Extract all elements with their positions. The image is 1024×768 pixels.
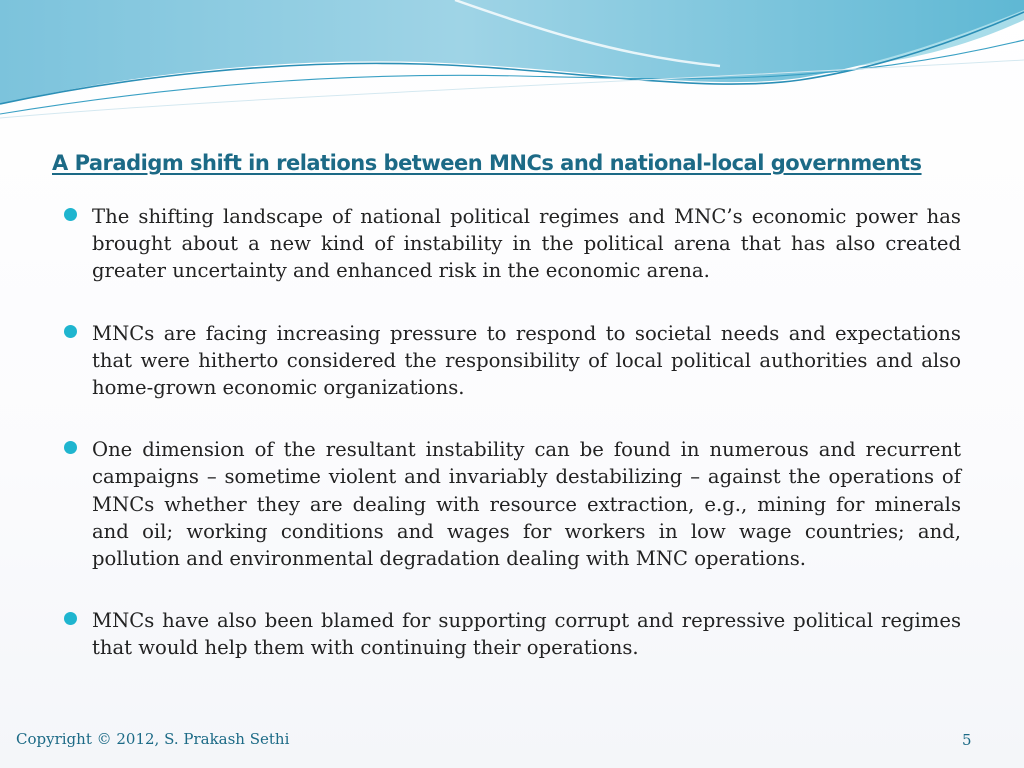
bullet-icon [64, 612, 77, 625]
header-wave-decoration [0, 0, 1024, 130]
bullet-list [64, 203, 961, 697]
bullet-item [64, 203, 961, 285]
bullet-icon [64, 208, 77, 221]
slide-title: A Paradigm shift in relations between MNCs and national-local governments [52, 151, 922, 175]
bullet-icon [64, 441, 77, 454]
bullet-item [64, 607, 961, 661]
footer-copyright: Copyright © 2012, S. Prakash Sethi [16, 730, 290, 748]
page-number: 5 [962, 731, 972, 749]
bullet-item [64, 436, 961, 572]
bullet-text: MNCs are facing increasing pressure to respond to societal needs and expectations that were hitherto considered the responsibility of local political authorities and also home-grown economic organizations. [92, 321, 961, 400]
bullet-item [64, 320, 961, 402]
bullet-text: One dimension of the resultant instability can be found in numerous and recurrent campaigns – sometime violent and invariably destabilizing – against the operations of MNCs whether they are dealing with resource extraction, e.g., mining for minerals and oil; working conditions and wages for workers in low wage countries; and, pollution and environmental degradation dealing with MNC operations. [92, 438, 961, 571]
bullet-text: The shifting landscape of national political regimes and MNC’s economic power has brought about a new kind of instability in the political arena that has also created greater uncertainty and enhanced risk in the economic arena. [92, 205, 961, 283]
bullet-icon [64, 325, 77, 338]
bullet-text: MNCs have also been blamed for supporting corrupt and repressive political regimes that would help them with continuing their operations. [92, 609, 961, 660]
